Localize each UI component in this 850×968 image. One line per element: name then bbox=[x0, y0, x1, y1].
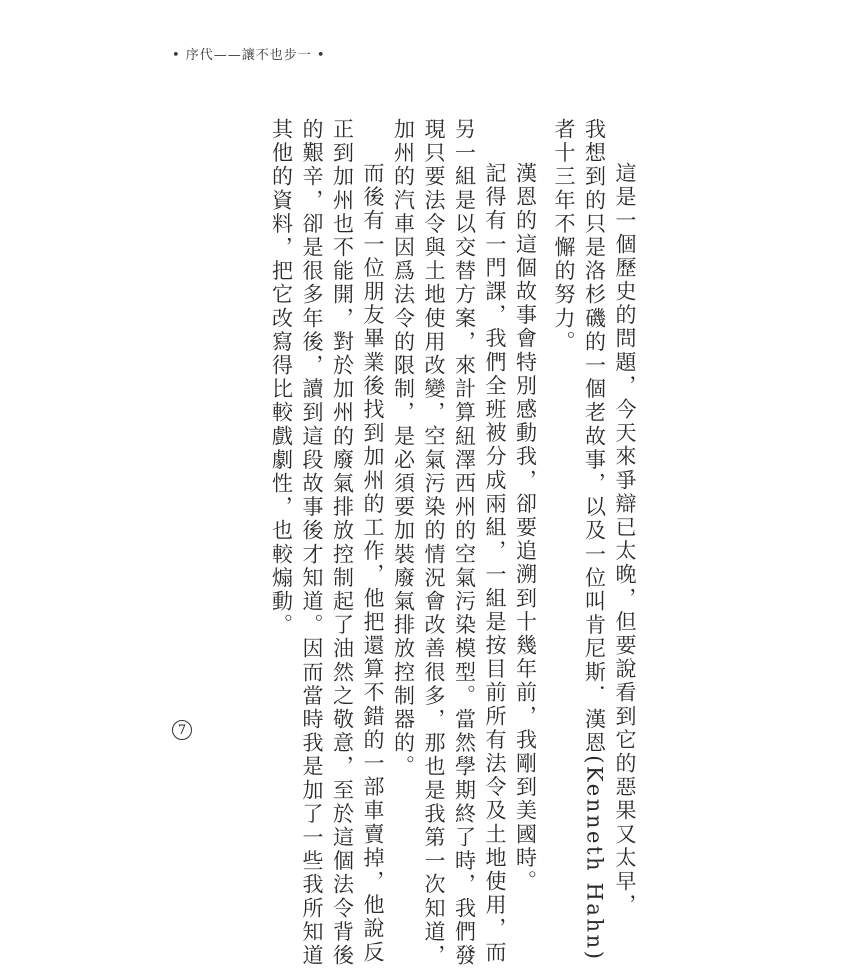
running-header: • 序代——讓不也步一 • bbox=[172, 48, 326, 63]
page-number: 7 bbox=[172, 720, 192, 740]
text-column-7: 現只要法令與土地使用改變，空氣污染的情況會改善很多，那也是我第一次知道， bbox=[422, 118, 446, 968]
vertical-text-body bbox=[266, 118, 640, 968]
text-column-3: 者十三年不懈的努力。 bbox=[552, 118, 576, 354]
text-column-6: 另一組是以交替方案，來計算紐澤西州的空氣污染模型。當然學期終了時，我們發 bbox=[452, 118, 477, 968]
text-column-5: 記得有一門課，我們全班被分成兩組，一組是按目前所有法令及土地使用，而 bbox=[483, 162, 507, 965]
text-column-12: 其他的資料，把它改寫得比較戲劇性，也較煽動。 bbox=[269, 118, 294, 638]
text-column-10: 正到加州也不能開，對於加州的廢氣排放控制起了油然之敬意，至於這個法令背後 bbox=[330, 118, 355, 968]
text-column-9: 而後有一位朋友畢業後找到加州的工作，他把還算不錯的一部車賣掉，他說反 bbox=[361, 162, 385, 965]
text-column-11: 的艱辛，卻是很多年後，讀到這段故事後才知道。因而當時我是加了一些我所知道 bbox=[300, 118, 324, 968]
text-column-4: 漢恩的這個故事會特別感動我，卻要追溯到十幾年前，我剛到美國時。 bbox=[513, 162, 538, 894]
text-column-1: 這是一個歷史的問題，今天來爭辯已太晚，但要說看到它的惡果又太早， bbox=[613, 162, 637, 918]
text-column-8: 加州的汽車因爲法令的限制，是必須要加裝廢氣排放控制器的。 bbox=[391, 118, 416, 779]
text-column-2: 我想到的只是洛杉磯的一個老故事，以及一位叫肯尼斯．漢恩(Kenneth Hahn) bbox=[582, 118, 607, 962]
